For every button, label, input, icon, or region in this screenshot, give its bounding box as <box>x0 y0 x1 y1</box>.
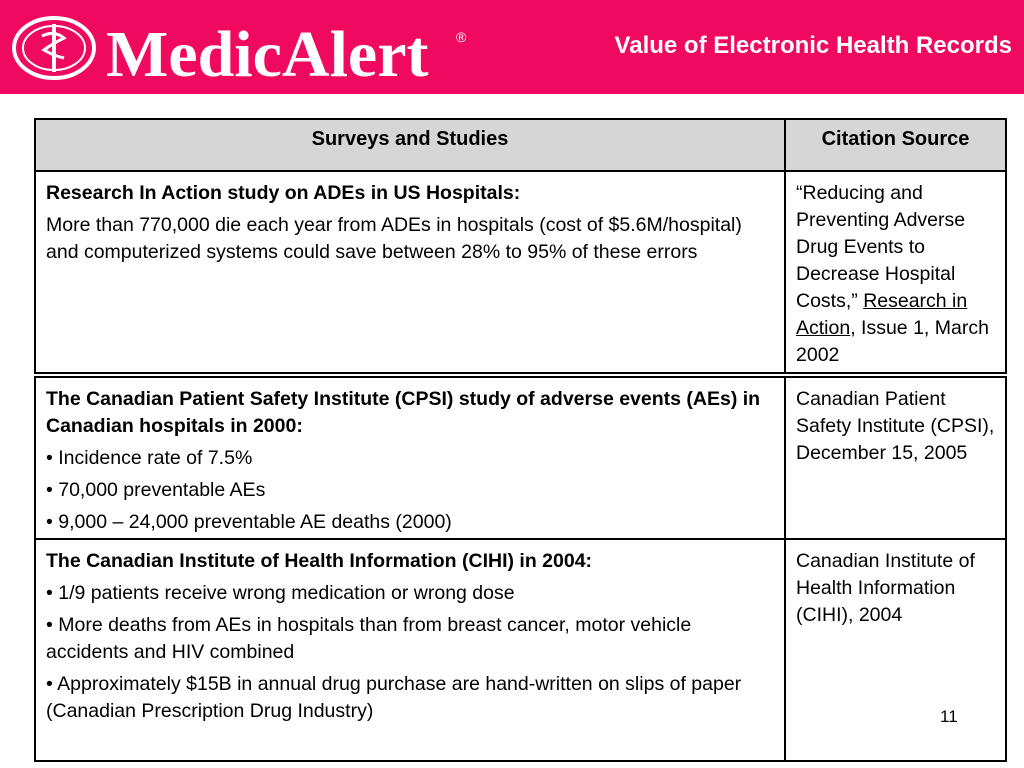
studies-table-cpsi <box>34 376 1007 540</box>
column-header-citation: Citation Source <box>786 120 1005 170</box>
svg-text:®: ® <box>456 29 467 45</box>
study-cell <box>36 378 786 538</box>
study-heading: The Canadian Institute of Health Information (CIHI) in 2004: <box>46 550 593 572</box>
header-bar <box>0 0 1024 94</box>
citation-cell: Canadian Institute of Health Information (CIHI), 2004 <box>796 550 975 626</box>
citation-cell: Canadian Patient Safety Institute (CPSI), December 15, 2005 <box>796 388 995 464</box>
study-line: • 70,000 preventable AEs <box>46 479 266 501</box>
study-line: • 9,000 – 24,000 preventable AE deaths (2000) <box>46 511 452 533</box>
citation-cell: “Reducing and Preventing Adverse Drug Events to Decrease Hospital Costs,” Research in Action, Issue 1, March 2002 <box>796 182 989 366</box>
column-header-studies: Surveys and Studies <box>36 120 786 170</box>
study-line: • More deaths from AEs in hospitals than from breast cancer, motor vehicle accidents and HIV combined <box>46 614 692 663</box>
study-cell <box>36 172 786 374</box>
study-cell <box>36 540 786 760</box>
slide-title: Value of Electronic Health Records <box>614 32 1012 59</box>
table-row <box>36 172 1005 374</box>
studies-table-top <box>34 118 1007 374</box>
study-heading: The Canadian Patient Safety Institute (CPSI) study of adverse events (AEs) in Canadian hospitals in 2000: <box>46 388 761 437</box>
study-line: • 1/9 patients receive wrong medication or wrong dose <box>46 582 515 604</box>
studies-table-cihi <box>34 538 1007 762</box>
brand-wordmark: MedicAlert <box>106 18 429 86</box>
table-row <box>36 540 1005 760</box>
medicalert-logo <box>8 8 478 86</box>
table-row <box>36 378 1005 538</box>
study-line: • Approximately $15B in annual drug purchase are hand-written on slips of paper (Canadian Prescription Drug Industry) <box>46 673 742 722</box>
table-header-row <box>36 120 1005 172</box>
study-line: More than 770,000 die each year from ADEs in hospitals (cost of $5.6M/hospital) and computerized systems could save between 28% to 95% of these errors <box>46 214 742 263</box>
study-heading: Research In Action study on ADEs in US Hospitals: <box>46 182 521 204</box>
medicalert-emblem-icon <box>8 8 478 86</box>
page-number: 11 <box>940 707 958 726</box>
study-line: • Incidence rate of 7.5% <box>46 447 253 469</box>
citation-link[interactable]: Research in Action <box>796 290 968 339</box>
